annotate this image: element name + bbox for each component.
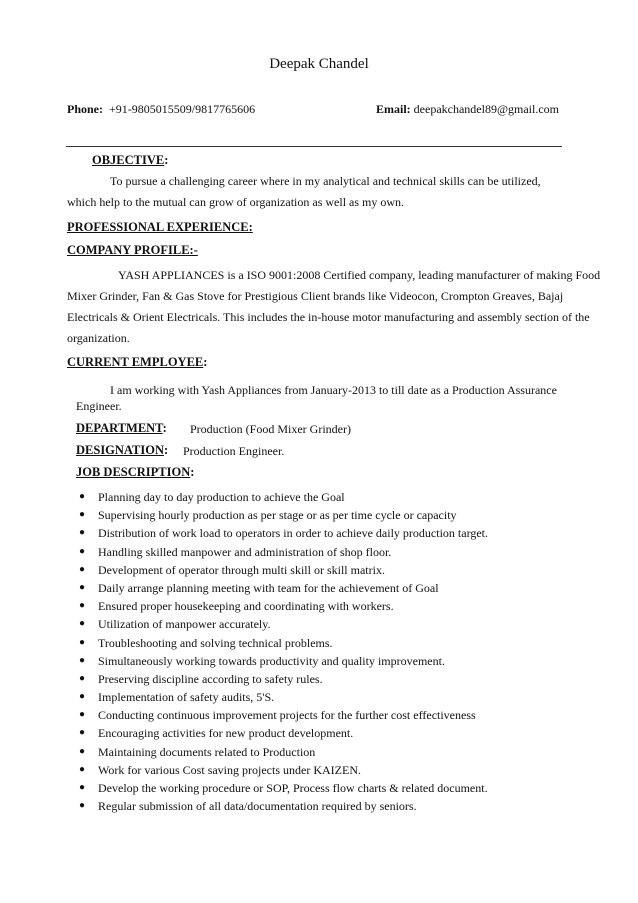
current-employee-heading [67, 355, 207, 370]
job-description-item [76, 670, 488, 688]
job-description-text: Ensured proper housekeeping and coordinating with workers. [98, 599, 394, 614]
company-profile-line-1: YASH APPLIANCES is a ISO 9001:2008 Certified company, leading manufacturer of making Food [118, 268, 601, 282]
department-label-colon: : [162, 421, 167, 435]
designation-value: Production Engineer. [183, 444, 285, 458]
email-value: deepakchandel89@gmail.com [413, 102, 560, 116]
bullet-icon: ● [79, 727, 86, 739]
job-description-text: Regular submission of all data/documentation required by seniors. [98, 799, 417, 814]
job-description-item [76, 543, 488, 561]
email-line [376, 102, 559, 117]
job-description-text: Distribution of work load to operators in order to achieve daily production target. [98, 526, 489, 541]
objective-line-2: which help to the mutual can grow of organization as well as my own. [67, 195, 405, 209]
department-label-text: DEPARTMENT [76, 421, 163, 435]
job-description-item [76, 797, 488, 815]
job-description-text: Work for various Cost saving projects under KAIZEN. [98, 762, 361, 777]
bullet-icon: ● [79, 581, 86, 593]
job-description-item [76, 688, 488, 706]
job-description-text: Preserving discipline according to safety rules. [98, 671, 323, 686]
job-description-item [76, 579, 488, 597]
job-description-text: Daily arrange planning meeting with team for the achievement of Goal [98, 580, 439, 595]
job-description-text: Encouraging activities for new product development. [98, 726, 354, 741]
job-description-heading-text: JOB DESCRIPTION [76, 465, 191, 479]
job-description-item [76, 743, 488, 761]
job-description-item [76, 561, 488, 579]
candidate-name: Deepak Chandel [269, 56, 369, 72]
department-label [76, 421, 167, 436]
job-description-item [76, 779, 488, 797]
designation-label [76, 443, 168, 458]
phone-value: +91-9805015509/9817765606 [109, 102, 256, 116]
professional-experience-heading: PROFESSIONAL EXPERIENCE: [67, 220, 253, 234]
job-description-item [76, 724, 488, 742]
company-profile-text [67, 265, 601, 349]
bullet-icon: ● [79, 672, 86, 684]
job-description-text: Utilization of manpower accurately. [98, 617, 271, 632]
job-description-item [76, 506, 488, 524]
bullet-icon: ● [79, 654, 86, 666]
bullet-icon: ● [79, 800, 86, 812]
job-description-text: Planning day to day production to achieve the Goal [98, 490, 345, 504]
job-description-item [76, 652, 488, 670]
job-description-heading [76, 465, 194, 480]
job-description-item [76, 634, 488, 652]
current-employee-heading-colon: : [203, 355, 208, 369]
job-description-item [76, 597, 488, 615]
phone-label: Phone: [67, 102, 103, 116]
current-employee-line-2: Engineer. [76, 399, 122, 413]
job-description-item [76, 615, 488, 633]
bullet-icon: ● [79, 636, 86, 648]
bullet-icon: ● [79, 618, 86, 630]
job-description-text: Handling skilled manpower and administration of shop floor. [98, 544, 392, 559]
job-description-text: Maintaining documents related to Production [98, 744, 316, 759]
current-employee-line-1: I am working with Yash Appliances from January-2013 to till date as a Production Assurance [110, 383, 557, 397]
objective-heading-text: OBJECTIVE [92, 153, 165, 167]
company-profile-line-3: Electricals & Orient Electricals. This includes the in-house motor manufacturing and assembly section of the [67, 310, 590, 324]
job-description-text: Development of operator through multi skill or skill matrix. [98, 562, 385, 577]
bullet-icon: ● [79, 527, 86, 539]
job-description-text: Supervising hourly production as per stage or as per time cycle or capacity [98, 508, 457, 523]
job-description-item [76, 706, 488, 724]
phone-line [67, 102, 255, 117]
bullet-icon: ● [79, 691, 86, 703]
bullet-icon: ● [79, 763, 86, 775]
department-value: Production (Food Mixer Grinder) [190, 422, 351, 436]
bullet-icon: ● [79, 509, 86, 521]
bullet-icon: ● [79, 491, 86, 502]
job-description-item [76, 488, 488, 506]
job-description-text: Conducting continuous improvement projects for the further cost effectiveness [98, 708, 476, 723]
designation-label-colon: : [163, 443, 169, 457]
objective-line-1: To pursue a challenging career where in my analytical and technical skills can be utilized, [110, 174, 541, 188]
designation-label-text: DESIGNATION [76, 443, 164, 457]
job-description-list [76, 488, 488, 815]
objective-heading [92, 153, 168, 168]
bullet-icon: ● [79, 563, 86, 575]
objective-heading-colon: : [164, 153, 169, 167]
job-description-item [76, 761, 488, 779]
company-profile-line-4: organization. [67, 331, 130, 345]
job-description-text: Simultaneously working towards productivity and quality improvement. [98, 653, 445, 668]
job-description-item [76, 524, 488, 542]
bullet-icon: ● [79, 600, 86, 612]
bullet-icon: ● [79, 709, 86, 721]
bullet-icon: ● [79, 782, 86, 793]
bullet-icon: ● [79, 745, 86, 757]
company-profile-line-2: Mixer Grinder, Fan & Gas Stove for Prestigious Client brands like Videocon, Crompton Greaves, Bajaj [67, 289, 564, 303]
job-description-text: Troubleshooting and solving technical problems. [98, 635, 333, 650]
job-description-text: Implementation of safety audits, 5'S. [98, 690, 275, 705]
email-label: Email: [376, 102, 411, 116]
company-profile-heading: COMPANY PROFILE:- [67, 243, 198, 257]
bullet-icon: ● [79, 545, 86, 557]
job-description-text: Develop the working procedure or SOP, Process flow charts & related document. [98, 781, 488, 795]
header-divider [66, 146, 562, 147]
current-employee-heading-text: CURRENT EMPLOYEE [67, 355, 204, 369]
job-description-heading-colon: : [190, 465, 195, 479]
